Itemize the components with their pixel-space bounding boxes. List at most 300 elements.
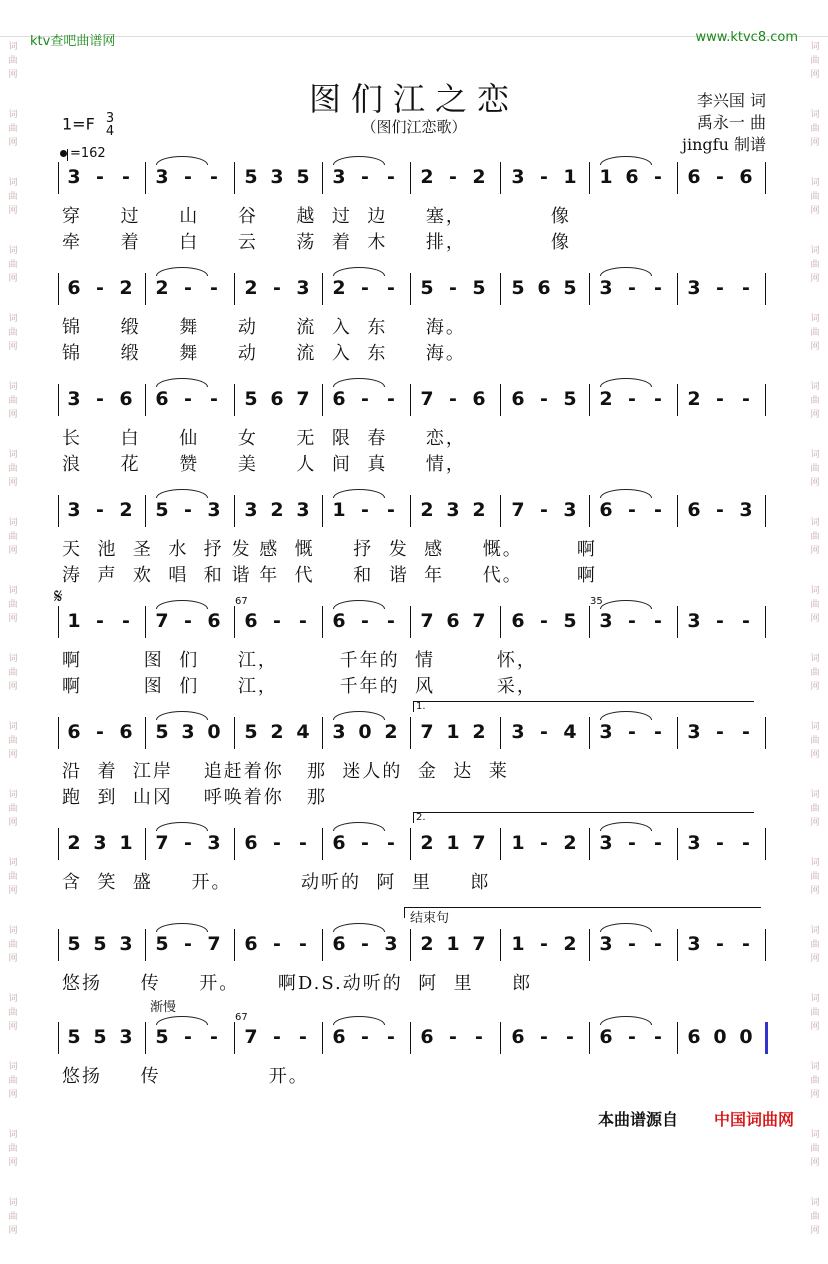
side-watermark-text: 词 曲 网 [810, 450, 820, 488]
note: 3 [599, 610, 613, 632]
note: 6 [155, 388, 169, 410]
note: 0 [713, 1026, 727, 1048]
tie-slur [600, 156, 652, 165]
bar-line [58, 162, 59, 194]
bar-line [677, 606, 678, 638]
side-watermark-text: 词 曲 网 [8, 382, 18, 420]
bar-line [589, 606, 590, 638]
site-logo-left[interactable]: ktv查吧曲谱网 [30, 34, 116, 49]
note: - [387, 1026, 395, 1048]
bar-line [234, 606, 235, 638]
note: 5 [155, 933, 169, 955]
transcriber-credit: jingfu 制谱 [682, 135, 766, 154]
tie-slur [600, 822, 652, 831]
bar-line [410, 828, 411, 860]
bar-line [322, 1022, 323, 1054]
note: 7 [155, 610, 169, 632]
note: - [654, 1026, 662, 1048]
note: - [654, 166, 662, 188]
bar-line [500, 162, 501, 194]
note: 2 [155, 277, 169, 299]
note: - [566, 1026, 574, 1048]
source-label: 本曲谱源自 [597, 1110, 678, 1129]
bar-line [765, 384, 766, 416]
bar-line [322, 929, 323, 961]
note: 2 [563, 933, 577, 955]
note: - [654, 933, 662, 955]
side-watermark-text: 词 曲 网 [8, 790, 18, 828]
lyric-line: 浪 花 赞 美 人 间 真 情， [62, 454, 466, 475]
note: 3 [207, 832, 221, 854]
bar-line [322, 717, 323, 749]
note: 4 [563, 721, 577, 743]
bar-line [410, 606, 411, 638]
side-watermark-text: 词 曲 网 [8, 926, 18, 964]
note: - [387, 277, 395, 299]
bar-line [145, 606, 146, 638]
tempo-change-marking: 渐慢 [150, 1000, 177, 1015]
note: 6 [511, 1026, 525, 1048]
note: - [299, 1026, 307, 1048]
side-watermark-text: 词 曲 网 [8, 450, 18, 488]
note: - [387, 499, 395, 521]
note: - [184, 832, 192, 854]
side-watermark-text: 词 曲 网 [8, 654, 18, 692]
note: - [654, 499, 662, 521]
bar-line [234, 828, 235, 860]
bar-line [500, 929, 501, 961]
note: 3 [599, 277, 613, 299]
note: 3 [296, 499, 310, 521]
ending-bracket [404, 907, 761, 918]
bar-line [589, 1022, 590, 1054]
note: 3 [384, 933, 398, 955]
bar-line [234, 717, 235, 749]
song-title: 图们江之恋 [308, 80, 519, 118]
bar-line [145, 717, 146, 749]
bar-line [410, 929, 411, 961]
lyric-line: 悠扬 传 开。 [62, 1066, 309, 1087]
side-watermark-text: 词 曲 网 [8, 994, 18, 1032]
note: 6 [67, 277, 81, 299]
meter-bottom: 4 [105, 124, 115, 139]
note: - [742, 832, 750, 854]
note: 6 [420, 1026, 434, 1048]
note: - [654, 610, 662, 632]
note: 3 [599, 832, 613, 854]
note: 5 [67, 933, 81, 955]
note: 3 [687, 832, 701, 854]
note: 5 [93, 933, 107, 955]
lyric-line: 啊 图 们 江， 千年的 情 怀， [62, 650, 537, 671]
note: 3 [511, 166, 525, 188]
side-watermark-text: 词 曲 网 [810, 110, 820, 148]
tie-slur [333, 822, 385, 831]
note: - [742, 721, 750, 743]
note: 2 [67, 832, 81, 854]
note: - [449, 166, 457, 188]
volta-number: 2. [416, 812, 426, 823]
bar-line [58, 929, 59, 961]
note: 7 [511, 499, 525, 521]
bar-line [677, 162, 678, 194]
note: 6 [599, 499, 613, 521]
bar-line [145, 162, 146, 194]
volta-bracket [413, 701, 754, 712]
tie-slur [333, 267, 385, 276]
note: 2 [472, 721, 486, 743]
note: 1 [563, 166, 577, 188]
note: 2 [472, 166, 486, 188]
note: 0 [207, 721, 221, 743]
lyric-line: 锦 缎 舞 动 流 入 东 海。 [62, 343, 466, 364]
tie-slur [600, 923, 652, 932]
note: 3 [207, 499, 221, 521]
bar-line [58, 1022, 59, 1054]
note: - [540, 499, 548, 521]
bar-line [500, 495, 501, 527]
tie-slur [333, 1016, 385, 1025]
side-watermark-text: 词 曲 网 [8, 246, 18, 284]
note: - [742, 388, 750, 410]
note: 6 [446, 610, 460, 632]
note: 7 [420, 610, 434, 632]
note: 7 [420, 721, 434, 743]
note: - [654, 832, 662, 854]
side-watermark-text: 词 曲 网 [810, 722, 820, 760]
note: - [628, 610, 636, 632]
volta-bracket [413, 812, 754, 823]
bar-line [234, 162, 235, 194]
bar-line [145, 273, 146, 305]
note: - [273, 933, 281, 955]
note: - [716, 388, 724, 410]
note: - [184, 388, 192, 410]
bar-line [234, 384, 235, 416]
note: - [299, 933, 307, 955]
side-watermark-text: 词 曲 网 [810, 994, 820, 1032]
lyric-line: 天 池 圣 水 抒 发 感 慨 抒 发 感 慨。 啊 [62, 539, 597, 560]
note: 2 [384, 721, 398, 743]
note: - [273, 277, 281, 299]
note: 3 [155, 166, 169, 188]
note: - [540, 832, 548, 854]
bar-line [589, 384, 590, 416]
note: 3 [687, 933, 701, 955]
bar-line [145, 1022, 146, 1054]
note: - [96, 721, 104, 743]
note: 5 [563, 610, 577, 632]
note: 2 [420, 499, 434, 521]
note: 1 [599, 166, 613, 188]
tie-slur [333, 156, 385, 165]
note: - [387, 832, 395, 854]
note: 5 [511, 277, 525, 299]
tie-slur [156, 711, 208, 720]
side-watermark-text: 词 曲 网 [810, 1130, 820, 1168]
bar-line [765, 828, 766, 860]
bar-line [765, 162, 766, 194]
note: 3 [599, 933, 613, 955]
note: - [361, 832, 369, 854]
bar-line [677, 929, 678, 961]
side-watermark-text: 词 曲 网 [810, 178, 820, 216]
note: 1 [332, 499, 346, 521]
bar-line [589, 929, 590, 961]
note: - [449, 388, 457, 410]
tie-slur [600, 600, 652, 609]
note: 7 [420, 388, 434, 410]
note: 5 [563, 388, 577, 410]
side-watermark-text: 词 曲 网 [810, 858, 820, 896]
note: - [742, 277, 750, 299]
note: 3 [687, 610, 701, 632]
tie-slur [156, 1016, 208, 1025]
note: 3 [244, 499, 258, 521]
note: - [628, 499, 636, 521]
note: - [628, 832, 636, 854]
note: - [654, 721, 662, 743]
note: - [628, 277, 636, 299]
note: 2 [119, 499, 133, 521]
note: 2 [119, 277, 133, 299]
note: 6 [599, 1026, 613, 1048]
note: 3 [181, 721, 195, 743]
note: 5 [244, 721, 258, 743]
note: 2 [244, 277, 258, 299]
note: - [628, 1026, 636, 1048]
note: - [628, 933, 636, 955]
note: 6 [537, 277, 551, 299]
note: - [184, 277, 192, 299]
tie-slur [333, 378, 385, 387]
bar-line [58, 273, 59, 305]
side-watermark-text: 词 曲 网 [810, 654, 820, 692]
note: - [716, 721, 724, 743]
note: - [716, 933, 724, 955]
note: - [184, 166, 192, 188]
note: 6 [244, 933, 258, 955]
site-url-right[interactable]: www.ktvc8.com [695, 30, 798, 45]
note: 7 [207, 933, 221, 955]
note: 6 [472, 388, 486, 410]
tie-slur [156, 923, 208, 932]
volta-number: 1. [416, 701, 426, 712]
note: - [361, 499, 369, 521]
tie-slur [600, 711, 652, 720]
note: 5 [67, 1026, 81, 1048]
bar-line [677, 273, 678, 305]
side-watermark-text: 词 曲 网 [810, 790, 820, 828]
note: 2 [270, 721, 284, 743]
lyric-line: 含 笑 盛 开。 动听的 阿 里 郎 [62, 872, 491, 893]
note: 6 [332, 1026, 346, 1048]
bar-line [589, 828, 590, 860]
note: 3 [332, 721, 346, 743]
tie-slur [600, 489, 652, 498]
note: 1 [119, 832, 133, 854]
note: - [540, 388, 548, 410]
tie-slur [333, 600, 385, 609]
bar-line [589, 717, 590, 749]
note: - [716, 832, 724, 854]
bar-line [322, 828, 323, 860]
note: - [184, 1026, 192, 1048]
bar-line [500, 606, 501, 638]
note: 0 [739, 1026, 753, 1048]
note: - [210, 277, 218, 299]
bar-line [765, 929, 766, 961]
note: 5 [93, 1026, 107, 1048]
note: 6 [332, 832, 346, 854]
bar-line [765, 1022, 768, 1054]
note: 6 [687, 1026, 701, 1048]
bar-line [234, 1022, 235, 1054]
bar-line [765, 495, 766, 527]
tie-slur [600, 378, 652, 387]
note: 5 [420, 277, 434, 299]
note: 3 [270, 166, 284, 188]
bar-line [322, 162, 323, 194]
note: 6 [332, 388, 346, 410]
note: 1 [67, 610, 81, 632]
side-watermark-text: 词 曲 网 [8, 1062, 18, 1100]
note: 2 [420, 166, 434, 188]
note: - [628, 721, 636, 743]
bar-line [234, 495, 235, 527]
song-subtitle: （图们江恋歌） [361, 118, 467, 136]
bar-line [410, 1022, 411, 1054]
side-watermark-text: 词 曲 网 [8, 178, 18, 216]
note: 5 [244, 166, 258, 188]
bar-line [765, 717, 766, 749]
source-site-link[interactable]: 中国词曲网 [713, 1110, 794, 1129]
ending-label: 结束句 [410, 911, 450, 926]
side-watermark-text: 词 曲 网 [8, 110, 18, 148]
side-watermark-text: 词 曲 网 [810, 518, 820, 556]
note: 7 [472, 933, 486, 955]
tie-slur [156, 822, 208, 831]
note: 6 [332, 933, 346, 955]
side-watermark-text: 词 曲 网 [8, 314, 18, 352]
note: 3 [67, 499, 81, 521]
bar-line [500, 384, 501, 416]
note: - [273, 1026, 281, 1048]
lyric-line: 沿 着 江岸 追赶着你 那 迷人的 金 达 莱 [62, 761, 509, 782]
bar-line [58, 717, 59, 749]
bar-line [677, 1022, 678, 1054]
tie-slur [156, 489, 208, 498]
note: 6 [511, 388, 525, 410]
note: - [742, 933, 750, 955]
note: 7 [472, 832, 486, 854]
bar-line [500, 828, 501, 860]
lyric-line: 长 白 仙 女 无 限 春 恋， [62, 428, 466, 449]
note: 6 [687, 499, 701, 521]
note: 1 [511, 933, 525, 955]
side-watermark-text: 词 曲 网 [810, 246, 820, 284]
note: - [716, 610, 724, 632]
bar-line [765, 606, 766, 638]
note: 1 [446, 832, 460, 854]
tie-slur [333, 489, 385, 498]
note: - [716, 277, 724, 299]
note: 3 [93, 832, 107, 854]
composer-credit: 禹永一 曲 [696, 113, 766, 132]
note: 3 [332, 166, 346, 188]
bar-line [322, 495, 323, 527]
note: 5 [563, 277, 577, 299]
lyric-line: 悠扬 传 开。 啊D.S.动听的 阿 里 郎 [62, 973, 533, 994]
side-watermark-left [6, 40, 20, 1264]
bar-line [500, 1022, 501, 1054]
note: 3 [446, 499, 460, 521]
note: - [184, 499, 192, 521]
note: - [96, 277, 104, 299]
side-watermark-text: 词 曲 网 [8, 1130, 18, 1168]
bar-line [589, 162, 590, 194]
note: - [654, 277, 662, 299]
tie-slur [156, 156, 208, 165]
bar-line [410, 384, 411, 416]
note: 3 [687, 721, 701, 743]
note: 5 [472, 277, 486, 299]
side-watermark-text: 词 曲 网 [810, 1062, 820, 1100]
side-watermark-right [808, 40, 822, 1264]
bar-line [589, 273, 590, 305]
note: - [122, 166, 130, 188]
bar-line [410, 273, 411, 305]
bar-line [145, 828, 146, 860]
bar-line [410, 162, 411, 194]
note: - [716, 499, 724, 521]
bar-line [58, 828, 59, 860]
lyric-line: 穿 过 山 谷 越 过 边 塞， 像 [62, 206, 571, 227]
bar-line [500, 273, 501, 305]
meter-top: 3 [105, 111, 115, 126]
note: - [210, 166, 218, 188]
note: 1 [446, 721, 460, 743]
lyric-line: 锦 缎 舞 动 流 入 东 海。 [62, 317, 466, 338]
note: 3 [296, 277, 310, 299]
note: - [210, 1026, 218, 1048]
note: 6 [625, 166, 639, 188]
note: - [96, 166, 104, 188]
side-watermark-text: 词 曲 网 [810, 42, 820, 80]
bar-line [677, 828, 678, 860]
note: - [361, 933, 369, 955]
side-watermark-text: 词 曲 网 [8, 518, 18, 556]
bar-line [322, 384, 323, 416]
note: - [361, 610, 369, 632]
tie-slur [600, 267, 652, 276]
note: 2 [270, 499, 284, 521]
note: - [96, 610, 104, 632]
side-watermark-text: 词 曲 网 [810, 314, 820, 352]
note: 6 [244, 610, 258, 632]
side-watermark-text: 词 曲 网 [8, 1198, 18, 1236]
grace-note: 67 [235, 596, 248, 607]
note: 7 [155, 832, 169, 854]
note: - [475, 1026, 483, 1048]
note: 2 [332, 277, 346, 299]
note: 6 [119, 388, 133, 410]
note: - [387, 388, 395, 410]
note: - [96, 388, 104, 410]
note: - [540, 933, 548, 955]
note: 5 [296, 166, 310, 188]
note: - [361, 277, 369, 299]
